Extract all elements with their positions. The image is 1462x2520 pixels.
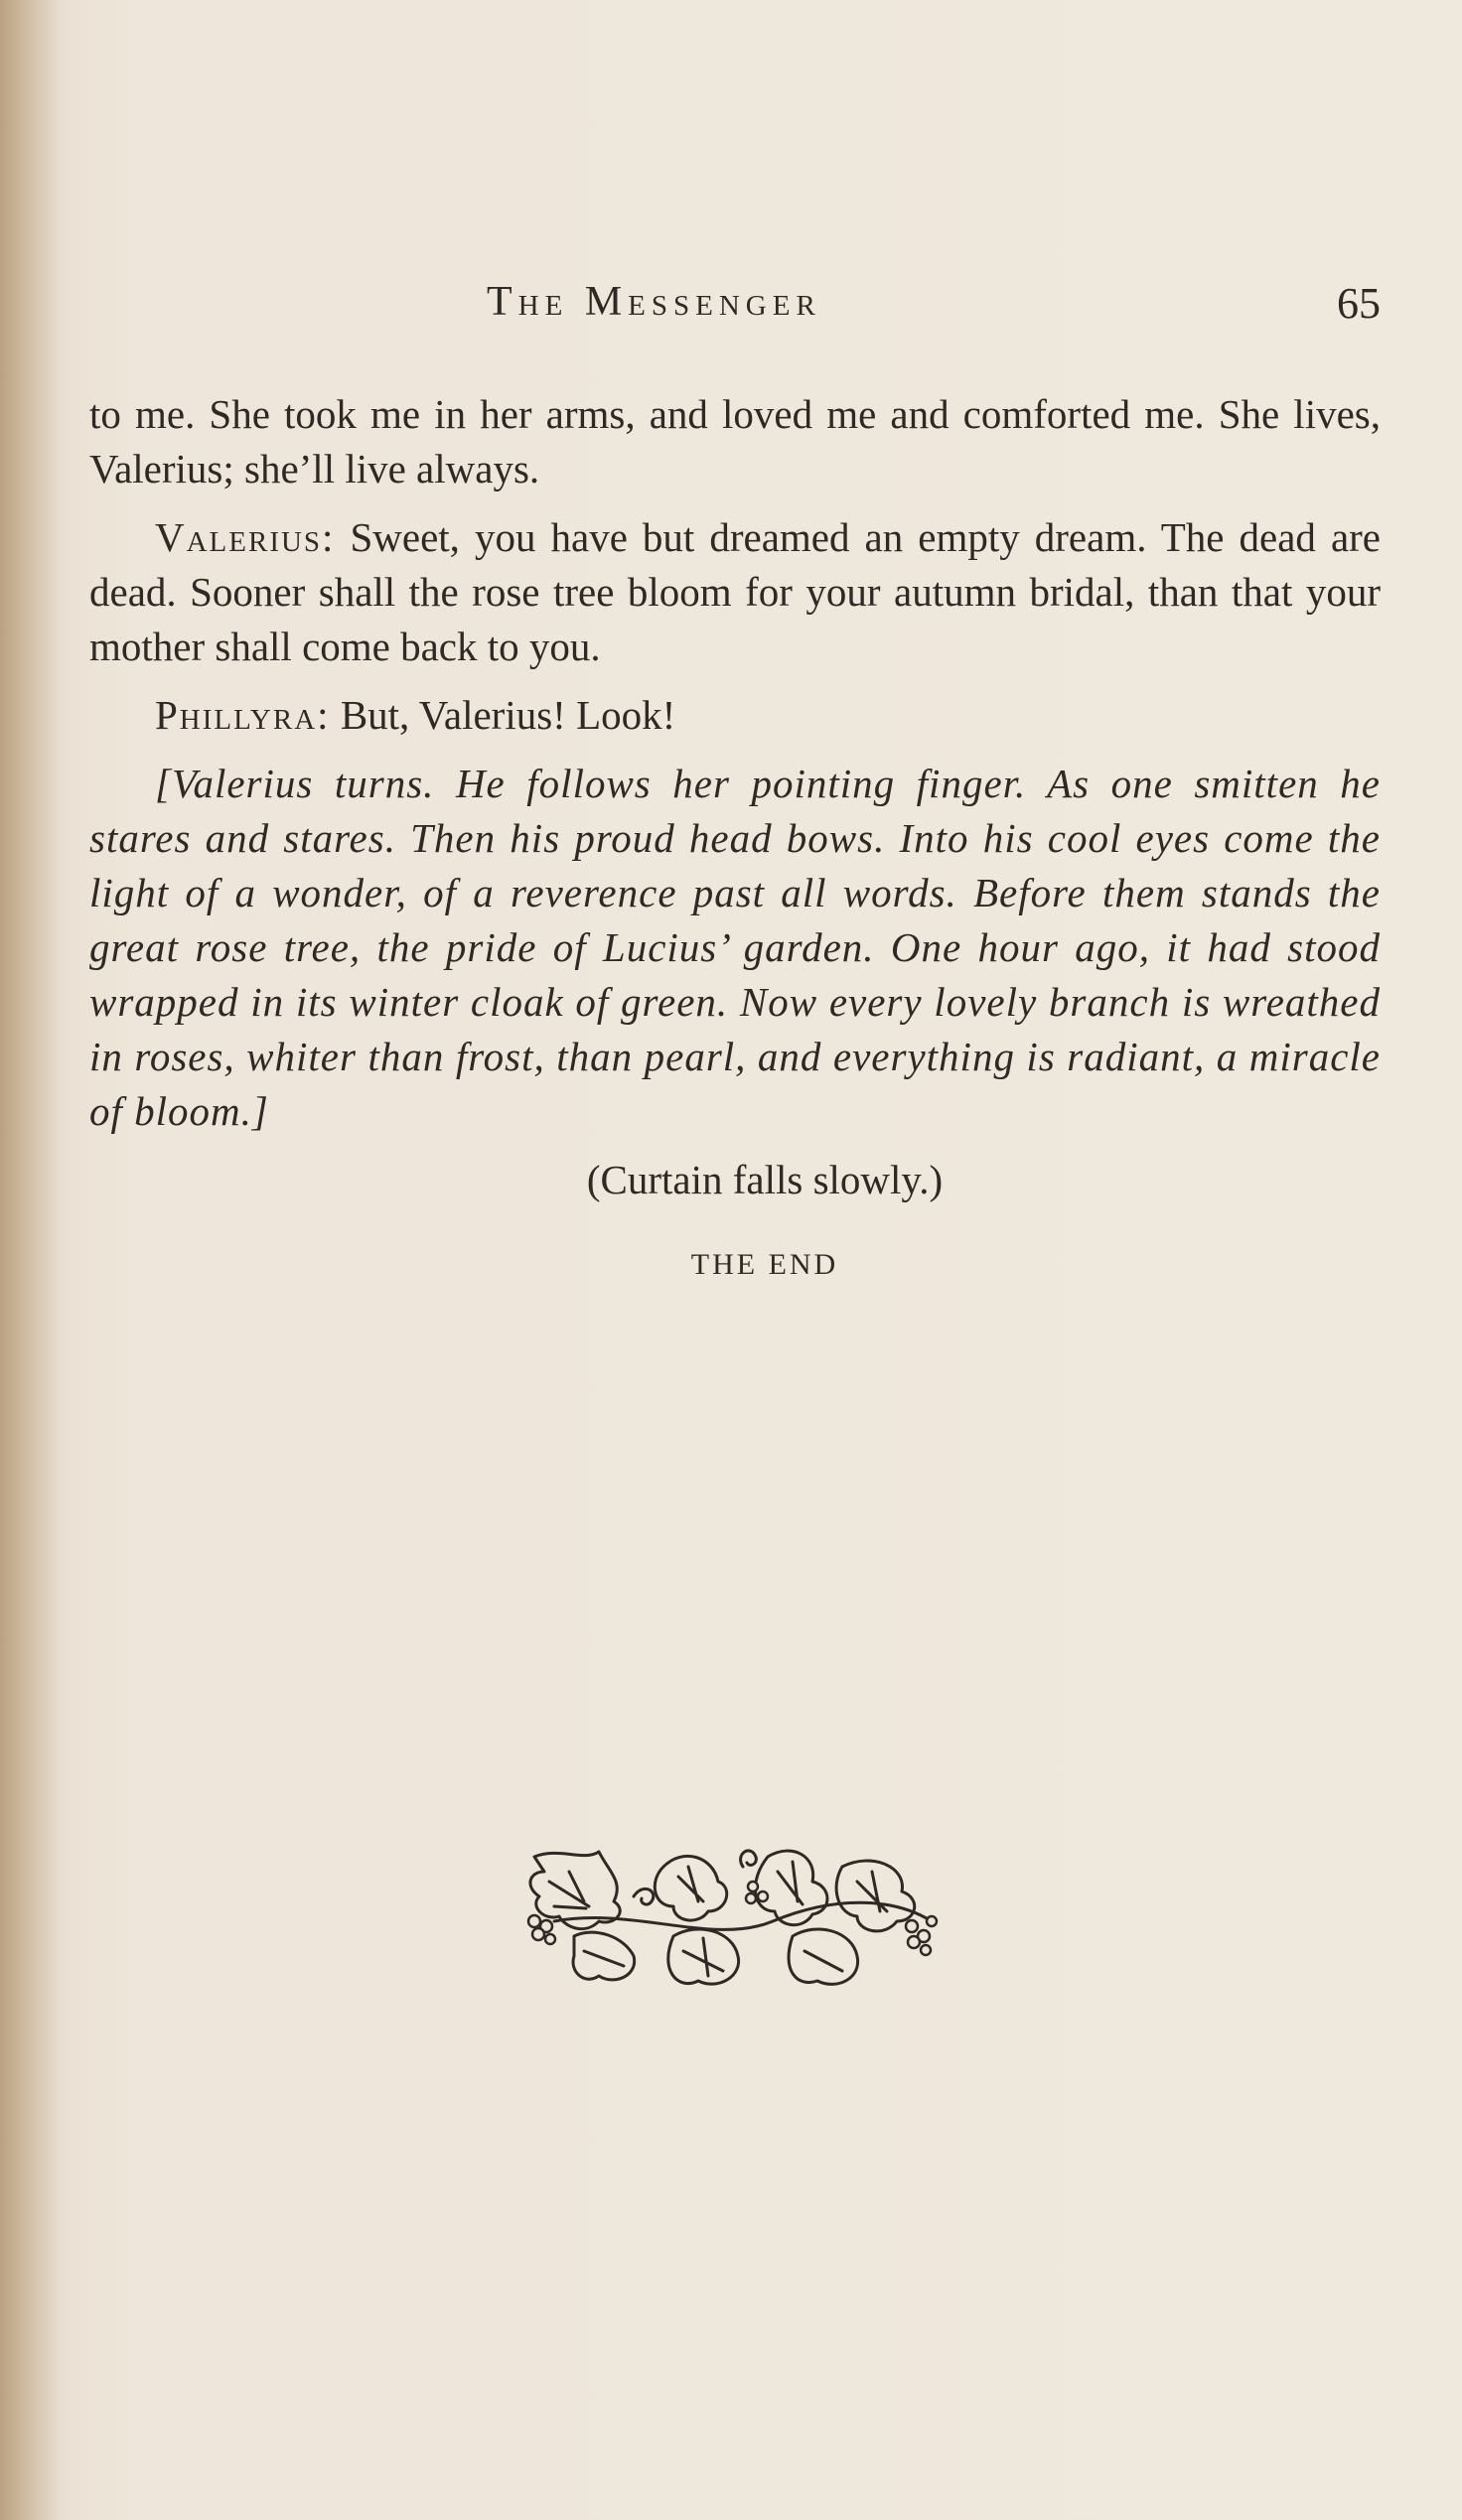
- floral-vine-ornament-icon: [514, 1827, 951, 1996]
- dialogue-valerius: [89, 510, 1381, 674]
- dialogue-text-valerius: Sweet, you have but dreamed an empty dream. The dead are dead. Sooner shall the rose tree bloom for your autumn bridal, than that your mother shall come back to you.: [89, 514, 1381, 669]
- paragraph-continuation: to me. She took me in her arms, and loved me and comforted me. She lives, Valerius; she’ll live always.: [89, 391, 1381, 491]
- page-header: [89, 278, 1381, 338]
- stage-direction: [Valerius turns. He follows her pointing finger. As one smitten he stares and stares. Then his proud head bows. Into his cool eyes come the light of a wonder, of a reverence past all words. Before them stands the great rose tree, the pride of Lucius’ garden. One hour ago, it had stood wrapped in its winter cloak of green. Now every lovely branch is wreathed in roses, whiter than frost, than pearl, and everything is radiant, a miracle of bloom.]: [89, 761, 1381, 1134]
- page-gutter: [0, 0, 60, 2520]
- speaker-name-phillyra: Phillyra:: [155, 692, 331, 738]
- speaker-name-valerius: Valerius:: [155, 514, 336, 560]
- page-number: 65: [1337, 279, 1381, 328]
- running-title: The Messenger: [487, 279, 821, 325]
- dialogue-text-phillyra: But, Valerius! Look!: [330, 692, 676, 738]
- body-text: [89, 387, 1381, 1292]
- curtain-direction: (Curtain falls slowly.): [586, 1157, 944, 1202]
- the-end-label: THE END: [690, 1248, 839, 1281]
- dialogue-phillyra: [89, 688, 1381, 743]
